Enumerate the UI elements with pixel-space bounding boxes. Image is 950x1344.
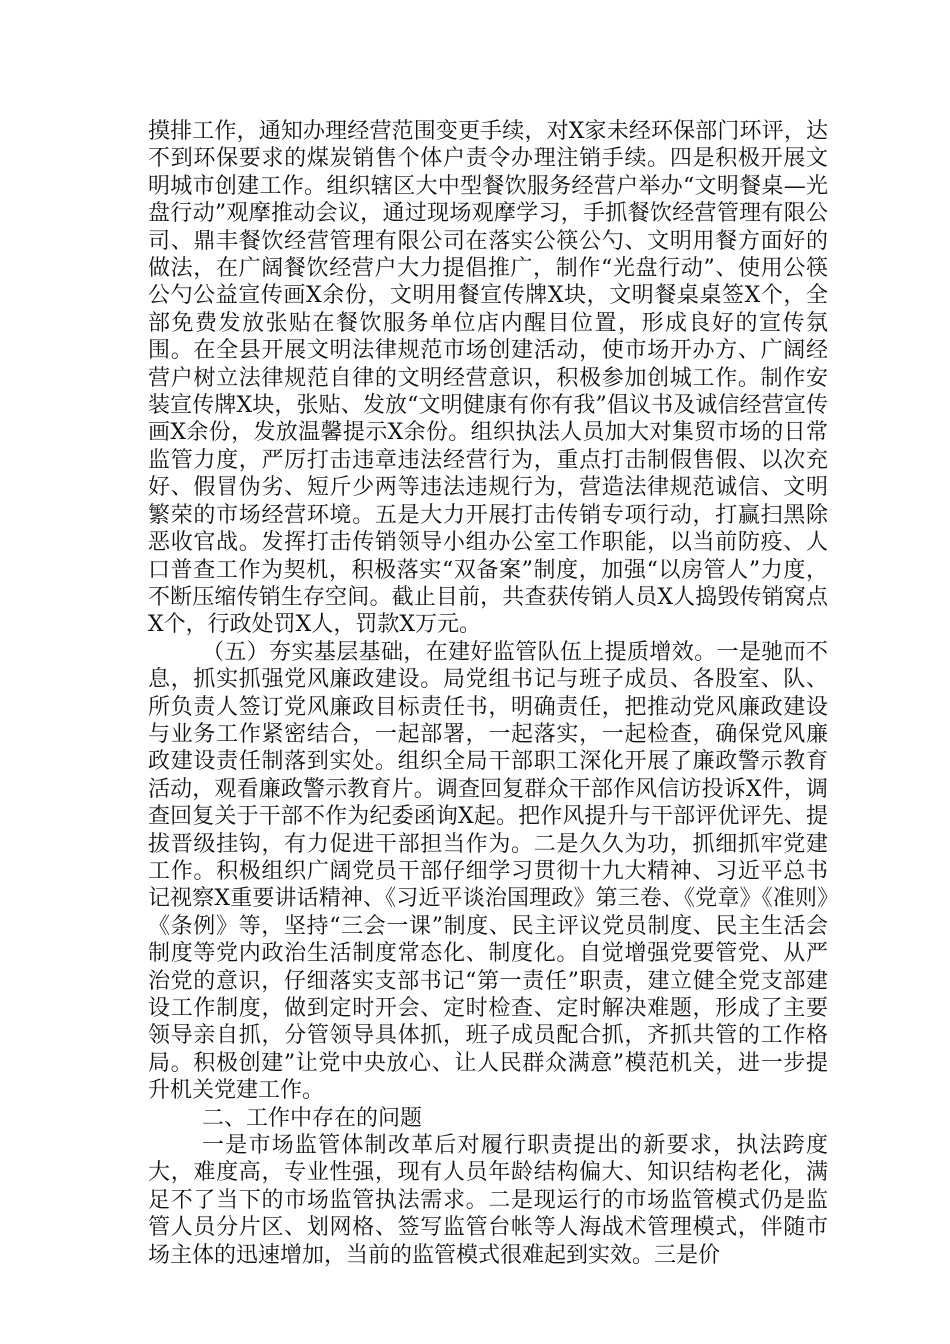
paragraph-section-five: （五）夯实基层基础，在建好监管队伍上提质增效。一是驰而不息，抓实抓强党风廉政建设。局党组书记与班子成员、各股室、队、所负责人签订党风廉政目标责任书，明确责任，把推动党风廉政建设与业务工作紧密结合，一起部署，一起落实，一起检查，确保党风廉政建设责任制落到实处。组织全局干部职工深化开展了廉政警示教育活动，观看廉政警示教育片。调查回复群众干部作风信访投诉X件，调查回复关于干部不作为纪委函询X起。把作风提升与干部评优评先、提拔晋级挂钩，有力促进干部担当作为。二是久久为功，抓细抓牢党建工作。积极组织广阔党员干部仔细学习贯彻十九大精神、习近平总书记视察X重要讲话精神、《习近平谈治国理政》第三卷、《党章》《准则》《条例》等，坚持“三会一课”制度、民主评议党员制度、民主生活会制度等党内政治生活制度常态化、制度化。自觉增强党要管党、从严治党的意识，仔细落实支部书记“第一责任”职责，建立健全党支部建设工作制度，做到定时开会、定时检查、定时解决难题，形成了主要领导亲自抓，分管领导具体抓，班子成员配合抓，齐抓共管的工作格局。积极创建”让党中央放心、让人民群众满意”模范机关，进一步提升机关党建工作。	[148, 639, 828, 1104]
paragraph-continued: 摸排工作，通知办理经营范围变更手续，对X家未经环保部门环评，达不到环保要求的煤炭销售个体户责令办理注销手续。四是积极开展文明城市创建工作。组织辖区大中型餐饮服务经营户举办“文明餐桌—光盘行动”观摩推动会议，通过现场观摩学习，手抓餐饮经营管理有限公司、鼎丰餐饮经营管理有限公司在落实公筷公勺、文明用餐方面好的做法，在广阔餐饮经营户大力提倡推广，制作“光盘行动”、使用公筷公勺公益宣传画X余份，文明用餐宣传牌X块，文明餐桌桌签X个，全部免费发放张贴在餐饮服务单位店内醒目位置，形成良好的宣传氛围。在全县开展文明法律规范市场创建活动，使市场开办方、广阔经营户树立法律规范自律的文明经营意识，积极参加创城工作。制作安装宣传牌X块，张贴、发放“文明健康有你有我”倡议书及诚信经营宣传画X余份，发放温馨提示X余份。组织执法人员加大对集贸市场的日常监管力度，严厉打击违章违法经营行为，重点打击制假售假、以次充好、假冒伪劣、短斤少两等违法违规行为，营造法律规范诚信、文明繁荣的市场经营环境。五是大力开展打击传销专项行动，打赢扫黑除恶收官战。发挥打击传销领导小组办公室工作职能，以当前防疫、人口普查工作为契机，积极落实“双备案”制度，加强“以房管人”力度，不断压缩传销生存空间。截止目前，共查获传销人员X人捣毁传销窝点X个，行政处罚X人，罚款X万元。	[148, 119, 828, 638]
document-body	[148, 118, 828, 1269]
section-heading-problems: 二、工作中存在的问题	[202, 1105, 423, 1131]
paragraph-problems: 一是市场监管体制改革后对履行职责提出的新要求，执法跨度大，难度高，专业性强，现有人员年龄结构偏大、知识结构老化，满足不了当下的市场监管执法需求。二是现运行的市场监管模式仍是监管人员分片区、划网格、签写监管台帐等人海战术管理模式，伴随市场主体的迅速增加，当前的监管模式很难起到实效。三是价	[148, 1133, 828, 1268]
